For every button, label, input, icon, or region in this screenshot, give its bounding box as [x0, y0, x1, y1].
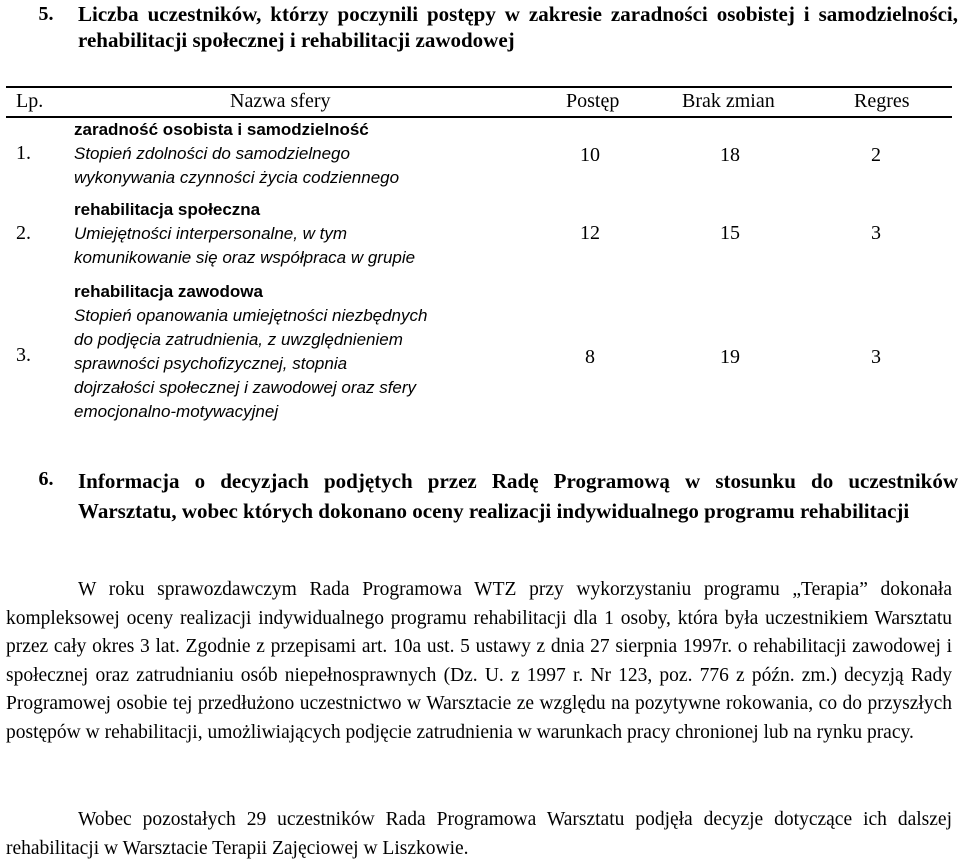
row-2-lp: 2.	[16, 222, 31, 244]
row-2-brak-zmian: 15	[720, 222, 740, 244]
table-top-border	[6, 86, 952, 88]
row-3-category: rehabilitacja zawodowa	[74, 282, 263, 301]
section-6-title: Informacja o decyzjach podjętych przez Radę Programową w stosunku do uczestników Warsztatu, wobec których dokonano oceny realizacji indywidualnego programu rehabilitacji	[78, 469, 958, 523]
row-3-sphere	[74, 280, 514, 424]
paragraph-1: W roku sprawozdawczym Rada Programowa WTZ przy wykorzystaniu programu „Terapia” dokonała kompleksowej oceny realizacji indywidualnego programu rehabilitacji dla 1 osoby, która była uczestnikiem Warsztatu przez cały okres 3 lat. Zgodnie z przepisami art. 10a ust. 5 ustawy z dnia 27 sierpnia 1997r. o rehabilitacji zawodowej i społecznej oraz zatrudnianiu osób niepełnosprawnych (Dz. U. z 1997 r. Nr 123, poz. 776 z późn. zm.) decyzją Rady Programowej osobie tej przedłużono uczestnictwo w Warsztacie ze względu na pozytywne rokowania, co do przyszłych postępów w rehabilitacji, umożliwiających podjęcie zatrudnienia w warunkach pracy chronionej lub na rynku pracy.	[6, 579, 952, 743]
row-1-regres: 2	[871, 144, 881, 166]
row-1-description-line-1: Stopień zdolności do samodzielnego	[74, 144, 350, 163]
row-2-regres: 3	[871, 222, 881, 244]
row-2-sphere	[74, 198, 514, 270]
row-3-regres: 3	[871, 346, 881, 368]
row-1-sphere	[74, 118, 514, 190]
row-3-description-line-4: dojrzałości społecznej i zawodowej oraz sfery	[74, 378, 417, 397]
row-1-brak-zmian: 18	[720, 144, 740, 166]
section-5-heading	[6, 1, 956, 57]
header-postep: Postęp	[566, 90, 620, 112]
header-regres: Regres	[854, 90, 910, 112]
row-2-postep: 12	[580, 222, 600, 244]
row-3-brak-zmian: 19	[720, 346, 740, 368]
row-2-category: rehabilitacja społeczna	[74, 200, 261, 219]
row-3-description-line-2: do podjęcia zatrudnienia, z uwzględnieniem	[74, 330, 403, 349]
section-5-title: Liczba uczestników, którzy poczynili postępy w zakresie zaradności osobistej i samodzielności, rehabilitacji społecznej i rehabilitacji zawodowej	[78, 2, 958, 52]
header-lp: Lp.	[16, 90, 44, 112]
header-brak-zmian: Brak zmian	[682, 90, 775, 112]
section-5-number: 5.	[38, 3, 54, 25]
row-1-description-line-2: wykonywania czynności życia codziennego	[74, 168, 400, 187]
row-1-category: zaradność osobista i samodzielność	[74, 120, 369, 139]
row-3-description-line-5: emocjonalno-motywacyjnej	[74, 402, 279, 421]
header-nazwa-sfery: Nazwa sfery	[230, 90, 331, 112]
section-6-number: 6.	[38, 468, 54, 490]
row-3-description-line-1: Stopień opanowania umiejętności niezbędnych	[74, 306, 428, 325]
section-6-heading	[6, 466, 956, 556]
row-3-description-line-3: sprawności psychofizycznej, stopnia	[74, 354, 348, 373]
row-1-postep: 10	[580, 144, 600, 166]
row-3-postep: 8	[585, 346, 595, 368]
row-1-lp: 1.	[16, 142, 31, 164]
paragraph-2: Wobec pozostałych 29 uczestników Rada Programowa Warsztatu podjęła decyzje dotyczące ich dalszej rehabilitacji w Warsztacie Terapii Zajęciowej w Liszkowie.	[6, 809, 952, 859]
progress-table	[6, 86, 952, 434]
row-2-description-line-2: komunikowanie się oraz współpraca w grupie	[74, 248, 416, 267]
row-2-description-line-1: Umiejętności interpersonalne, w tym	[74, 224, 348, 243]
row-3-lp: 3.	[16, 344, 31, 366]
